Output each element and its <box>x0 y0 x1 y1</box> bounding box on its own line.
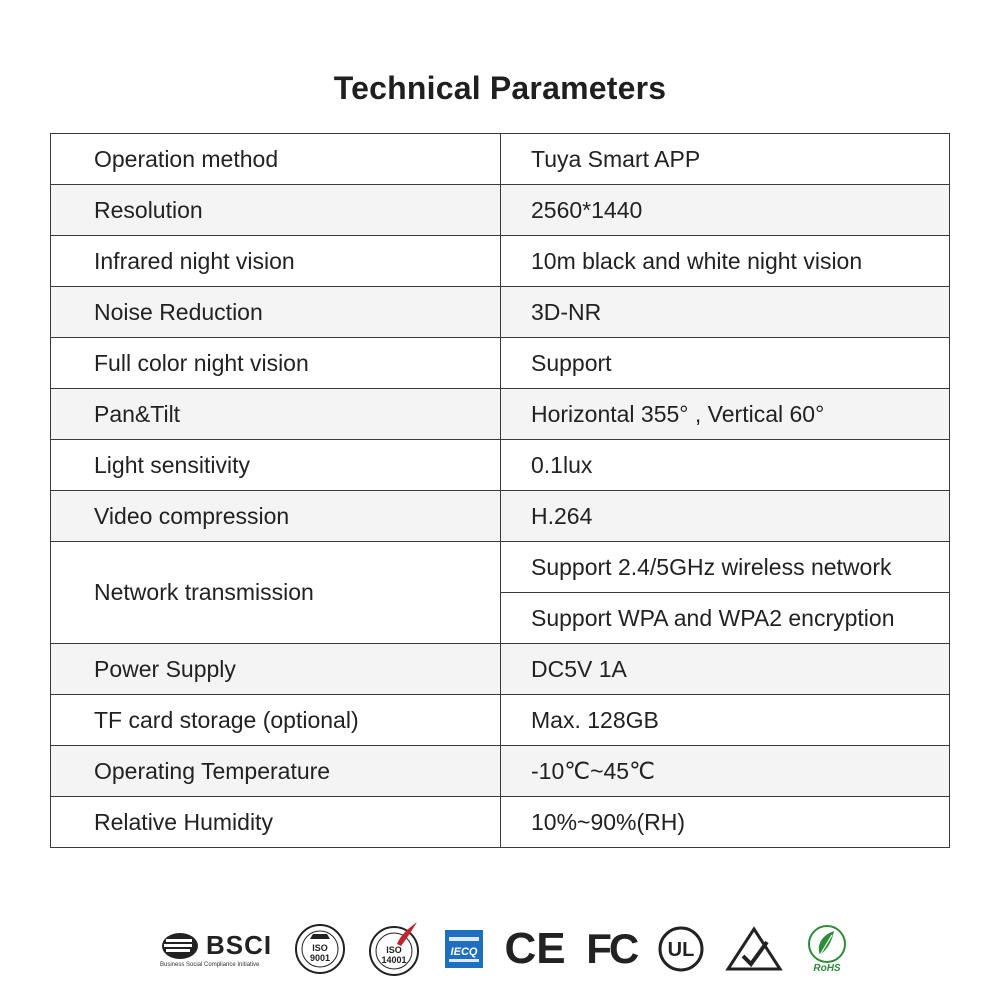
param-value: 3D-NR <box>501 287 950 338</box>
iecq-text: IECQ <box>450 946 478 958</box>
table-row <box>51 236 950 287</box>
table-row <box>51 695 950 746</box>
bsci-text: BSCI <box>206 930 273 960</box>
page-title: Technical Parameters <box>333 70 667 106</box>
param-label: TF card storage (optional) <box>51 695 501 746</box>
table-row <box>51 389 950 440</box>
table-row <box>51 185 950 236</box>
bsci-hand-icon <box>160 931 202 961</box>
param-value: Max. 128GB <box>501 695 950 746</box>
param-label: Relative Humidity <box>51 797 501 848</box>
iso14001-text: ISO <box>386 945 403 955</box>
param-label: Infrared night vision <box>51 236 501 287</box>
param-label: Video compression <box>51 491 501 542</box>
param-value: Support 2.4/5GHz wireless network <box>501 542 950 593</box>
param-label: Power Supply <box>51 644 501 695</box>
param-value: H.264 <box>501 491 950 542</box>
table-row <box>51 440 950 491</box>
param-label: Pan&Tilt <box>51 389 501 440</box>
param-label: Operating Temperature <box>51 746 501 797</box>
param-label: Network transmission <box>51 542 501 644</box>
table-row <box>51 338 950 389</box>
param-value: Tuya Smart APP <box>501 134 950 185</box>
param-value: 10m black and white night vision <box>501 236 950 287</box>
rcm-logo <box>725 926 783 972</box>
rohs-text: RoHS <box>813 963 841 974</box>
leaf-icon <box>819 931 834 955</box>
technical-parameters-table <box>50 133 950 848</box>
ul-text: UL <box>667 939 695 961</box>
ul-logo <box>657 925 705 973</box>
param-value: 0.1lux <box>501 440 950 491</box>
certification-logos <box>160 918 850 980</box>
param-label: Light sensitivity <box>51 440 501 491</box>
param-value: Horizontal 355° , Vertical 60° <box>501 389 950 440</box>
table-row <box>51 287 950 338</box>
table-row <box>51 491 950 542</box>
param-label: Operation method <box>51 134 501 185</box>
iso14001-number: 14001 <box>381 955 407 965</box>
param-value: DC5V 1A <box>501 644 950 695</box>
iso9001-text: ISO <box>311 943 328 953</box>
table-row <box>51 797 950 848</box>
table-row <box>51 134 950 185</box>
param-value: -10℃~45℃ <box>501 746 950 797</box>
bsci-logo <box>160 930 272 968</box>
table-row <box>51 644 950 695</box>
param-label: Full color night vision <box>51 338 501 389</box>
iecq-logo <box>444 929 484 969</box>
ce-mark: CE <box>504 924 566 973</box>
param-value: 2560*1440 <box>501 185 950 236</box>
param-label: Noise Reduction <box>51 287 501 338</box>
table-row <box>51 542 950 593</box>
rcm-mark-icon <box>725 926 783 972</box>
fcc-mark: FC <box>586 925 637 972</box>
param-value: 10%~90%(RH) <box>501 797 950 848</box>
iso9001-logo <box>293 922 347 976</box>
param-value: Support WPA and WPA2 encryption <box>501 593 950 644</box>
iso14001-logo <box>367 920 423 978</box>
param-label: Resolution <box>51 185 501 236</box>
table-row <box>51 746 950 797</box>
param-value: Support <box>501 338 950 389</box>
iso9001-number: 9001 <box>309 953 330 963</box>
bsci-subtitle: Business Social Compliance Initiative <box>160 962 260 968</box>
rohs-logo <box>804 923 850 975</box>
